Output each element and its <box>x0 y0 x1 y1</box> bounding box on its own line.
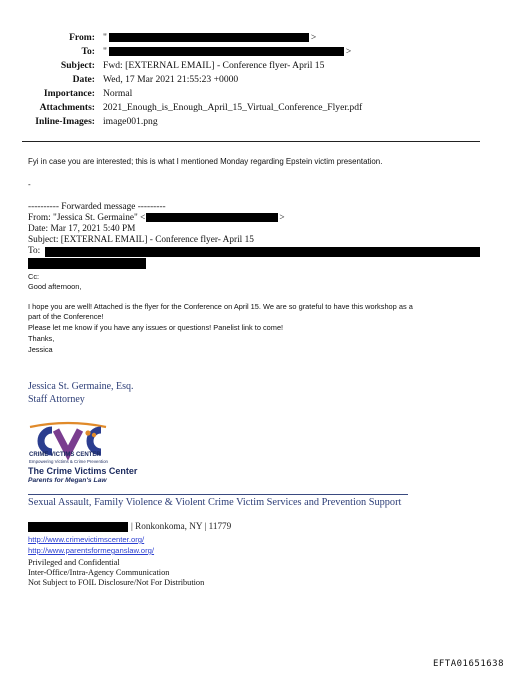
forwarded-banner: ---------- Forwarded message --------- <box>28 202 166 212</box>
website-link-cvc[interactable]: http://www.crimevictimscenter.org/ <box>28 535 145 544</box>
cc-label: Cc: <box>28 272 40 281</box>
message-line-3: Please let me know if you have any issues or questions! Panelist link to come! <box>28 323 284 332</box>
forwarded-date: Date: Mar 17, 2021 5:40 PM <box>28 224 136 234</box>
crime-victims-center-logo <box>28 421 178 491</box>
confidentiality-note-2: Inter-Office/Intra-Agency Communication <box>28 568 170 577</box>
forwarded-from: From: "Jessica St. Germaine" < > <box>28 213 285 223</box>
org-name: The Crime Victims Center <box>28 466 138 476</box>
inline-images-value[interactable]: image001.png <box>103 116 158 127</box>
date-value: Wed, 17 Mar 2021 21:55:23 +0000 <box>103 74 239 85</box>
inline-images-label: Inline-Images: <box>35 116 95 127</box>
intro-text: Fyi in case you are interested; this is what I mentioned Monday regarding Epstein victim presentation. <box>28 157 383 166</box>
forwarded-to <box>28 245 40 257</box>
header-divider <box>22 141 480 142</box>
message-line-2: part of the Conference! <box>28 312 104 321</box>
to-label: To: <box>81 46 95 57</box>
forwarded-subject: Subject: [EXTERNAL EMAIL] - Conference flyer- April 15 <box>28 235 254 245</box>
attachments-label: Attachments: <box>39 102 95 113</box>
redaction-bar <box>109 47 344 56</box>
dash-text: - <box>28 180 31 189</box>
signature-name: Jessica St. Germaine, Esq. <box>28 381 134 392</box>
confidentiality-note-3: Not Subject to FOIL Disclosure/Not For Distribution <box>28 578 205 587</box>
org-subtitle: Parents for Megan's Law <box>28 477 107 484</box>
signature-title: Staff Attorney <box>28 394 85 405</box>
message-line-1: I hope you are well! Attached is the flyer for the Conference on April 15. We are so grateful to have this workshop as a <box>28 302 413 311</box>
importance-label: Importance: <box>43 88 95 99</box>
logo-line-2: Empowering Victims & Crime Prevention <box>29 459 108 464</box>
document-id: EFTA01651638 <box>432 659 504 669</box>
signoff-text: Jessica <box>28 345 53 354</box>
subject-value: Fwd: [EXTERNAL EMAIL] - Conference flyer- April 15 <box>103 60 325 71</box>
logo-line-1: CRIME VICTIMS CENTER <box>29 452 101 458</box>
address-line: | Ronkonkoma, NY | 11779 <box>28 521 231 532</box>
from-label: From: <box>69 32 95 43</box>
redaction-bar <box>109 33 309 42</box>
subject-label: Subject: <box>60 60 95 71</box>
redaction-bar <box>146 213 278 222</box>
from-value: " > <box>103 32 317 43</box>
confidentiality-note-1: Privileged and Confidential <box>28 558 120 567</box>
attachments-value[interactable]: 2021_Enough_is_Enough_April_15_Virtual_Conference_Flyer.pdf <box>103 102 363 113</box>
redaction-bar <box>45 247 480 257</box>
date-label: Date: <box>72 74 95 85</box>
website-link-megans-law[interactable]: http://www.parentsformeganslaw.org/ <box>28 546 155 555</box>
importance-value: Normal <box>103 88 133 99</box>
redaction-bar <box>28 522 128 532</box>
greeting: Good afternoon, <box>28 282 82 291</box>
thanks-text: Thanks, <box>28 334 55 343</box>
redaction-bar <box>28 258 146 269</box>
to-label: To: <box>28 246 41 256</box>
to-value: " > <box>103 46 352 57</box>
signature-divider <box>28 494 408 495</box>
signature-tagline: Sexual Assault, Family Violence & Violent Crime Victim Services and Prevention Support <box>28 497 402 508</box>
